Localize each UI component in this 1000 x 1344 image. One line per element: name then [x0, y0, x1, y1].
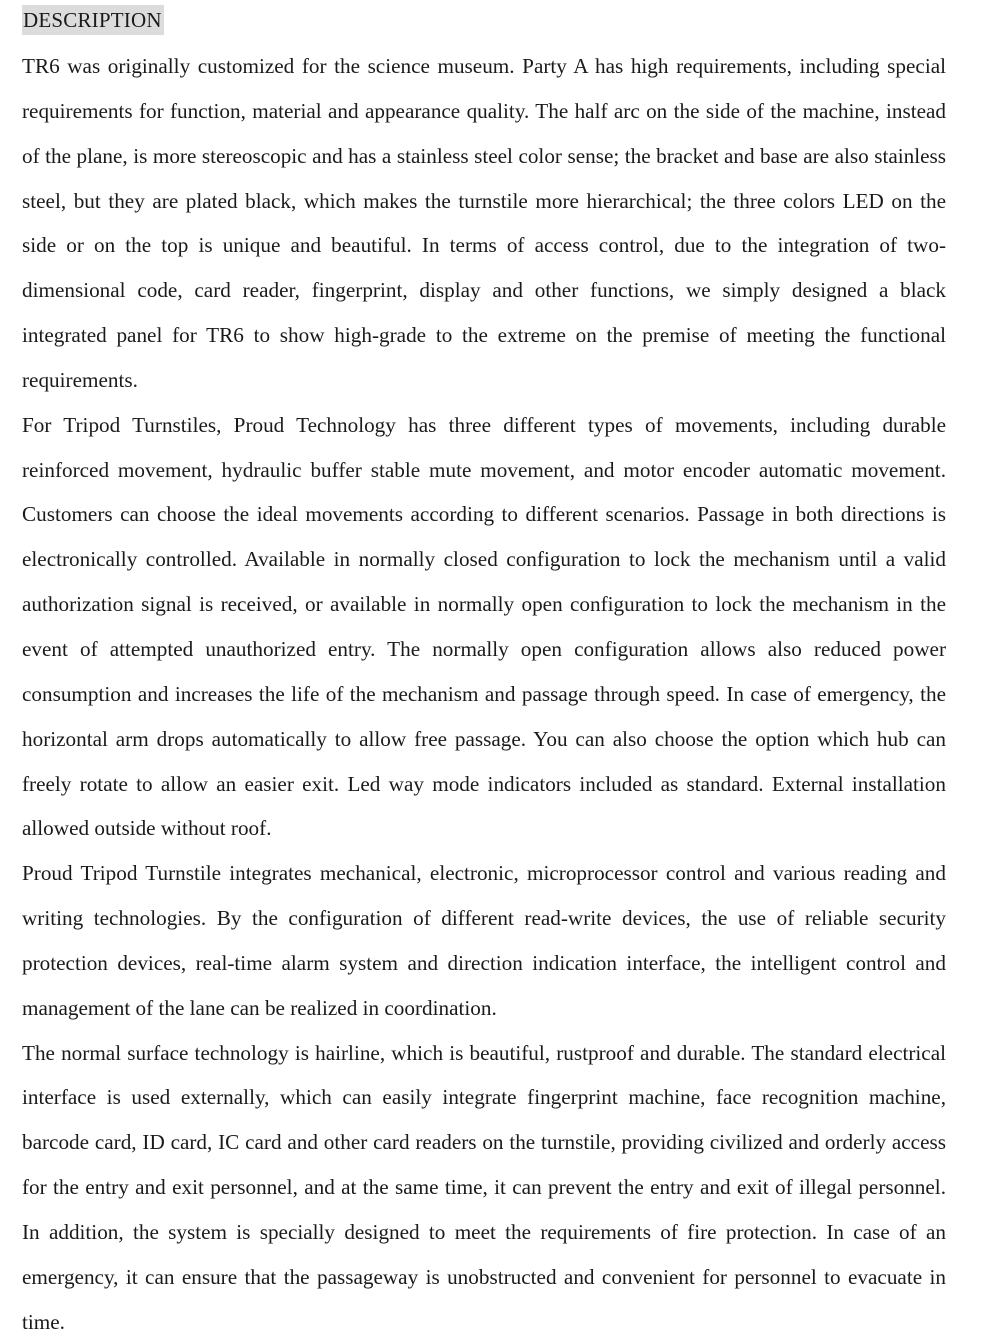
- document-page: [22, 5, 946, 1344]
- paragraph-movements: For Tripod Turnstiles, Proud Technology has three different types of movements, including durable reinforced movement, hydraulic buffer stable mute movement, and motor encoder automatic movement. Customers can choose the ideal movements according to different scenarios. Passage in both directions is electronically controlled. Available in normally closed configuration to lock the mechanism until a valid authorization signal is received, or available in normally open configuration to lock the mechanism in the event of attempted unauthorized entry. The normally open configuration allows also reduced power consumption and increases the life of the mechanism and passage through speed. In case of emergency, the horizontal arm drops automatically to allow free passage. You can also choose the option which hub can freely rotate to allow an easier exit. Led way mode indicators included as standard. External installation allowed outside without roof.: [22, 412, 946, 841]
- paragraph-integration: Proud Tripod Turnstile integrates mechanical, electronic, microprocessor control and various reading and writing technologies. By the configuration of different read-write devices, the use of reliable security protection devices, real-time alarm system and direction indication interface, the intelligent control and management of the lane can be realized in coordination.: [22, 861, 946, 1020]
- paragraph-surface-technology: The normal surface technology is hairline, which is beautiful, rustproof and durable. The standard electrical interface is used externally, which can easily integrate fingerprint machine, face recognition machine, barcode card, ID card, IC card and other card readers on the turnstile, providing civilized and orderly access for the entry and exit personnel, and at the same time, it can prevent the entry and exit of illegal personnel. In addition, the system is specially designed to meet the requirements of fire protection. In case of an emergency, it can ensure that the passageway is unobstructed and convenient for personnel to evacuate in time.: [22, 1040, 946, 1334]
- paragraph-tr6-description: TR6 was originally customized for the science museum. Party A has high requirements, including special requirements for function, material and appearance quality. The half arc on the side of the machine, instead of the plane, is more stereoscopic and has a stainless steel color sense; the bracket and base are also stainless steel, but they are plated black, which makes the turnstile more hierarchical; the three colors LED on the side or on the top is unique and beautiful. In terms of access control, due to the integration of two-dimensional code, card reader, fingerprint, display and other functions, we simply designed a black integrated panel for TR6 to show high-grade to the extreme on the premise of meeting the functional requirements.: [22, 54, 946, 392]
- section-heading: DESCRIPTION: [22, 5, 164, 35]
